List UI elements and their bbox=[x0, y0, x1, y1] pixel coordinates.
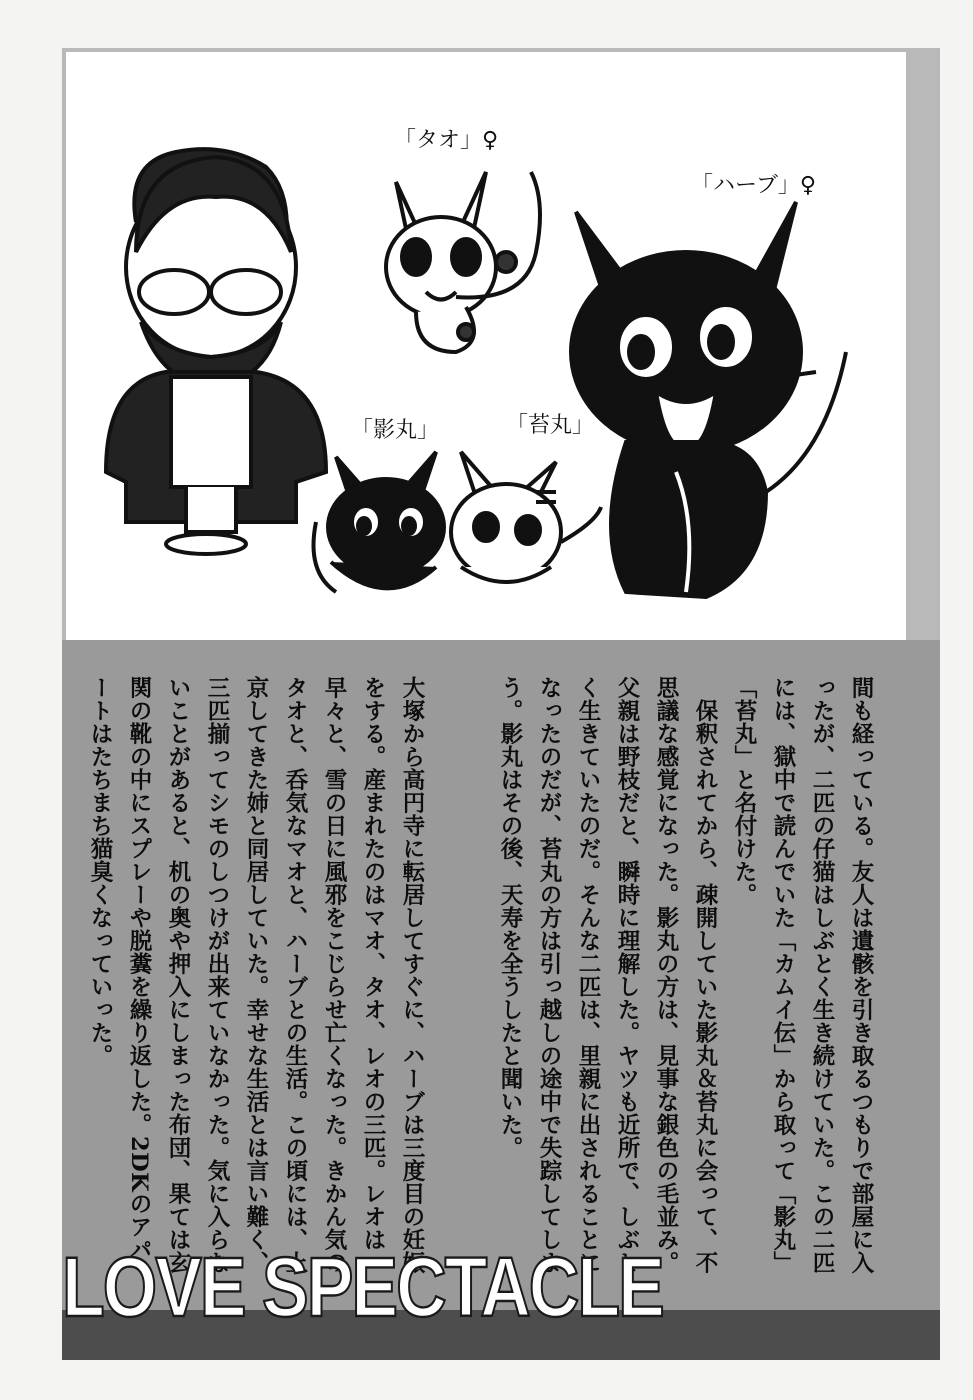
page-title: LOVE SPECTACLE bbox=[62, 1240, 663, 1334]
paragraph: 大塚から高円寺に転居してすぐに、ハーブは三度目の妊娠をする。産まれたのはマオ、タオ、レオの三匹。レオは早々と、雪の日に風邪をこじらせ亡くなった。きかん気のタオと、呑気なマオと、ハーブとの生活。この頃には、上京してきた姉と同居していた。幸せな生活とは言い難く、三匹揃ってシモのしつけが出来ていなかった。気に入らないことがあると、机の奥や押入にしまった布団、果ては玄関の靴の中にスプレーや脱糞を繰り返した。2DKのアパートはたちまち猫臭くなっていった。 bbox=[87, 676, 425, 1274]
article-body bbox=[80, 676, 880, 1306]
article-column-left bbox=[80, 676, 431, 1276]
paragraph: 保釈されてから、疎開していた影丸＆苔丸に会って、不思議な感覚になった。影丸の方は、見事な銀色の毛並み。父親は野枝だと、瞬時に理解した。ヤツも近所で、しぶとく生きていたのだ。そんな二匹は、里親に出されることになったのだが、苔丸の方は引っ越しの途中で失踪してしまう。影丸はその後、天寿を全うしたと聞いた。 bbox=[497, 676, 718, 1274]
label-kagemaru: 「影丸」 bbox=[351, 418, 440, 443]
paragraph: 間も経っている。友人は遺骸を引き取るつもりで部屋に入ったが、二匹の仔猫はしぶとく生き続けていた。この二匹には、獄中で読んでいた「カムイ伝」から取って「影丸」「苔丸」と名付けた。 bbox=[731, 676, 874, 1274]
title-banner bbox=[62, 1240, 663, 1334]
cat-illustration bbox=[66, 52, 906, 640]
herb-cat-drawing bbox=[571, 202, 846, 597]
article-column-right bbox=[490, 676, 880, 1276]
kagemaru-cat-drawing bbox=[314, 452, 445, 592]
label-tao: 「タオ」♀ bbox=[394, 128, 499, 153]
label-herb: 「ハーブ」♀ bbox=[691, 173, 817, 198]
kokemaru-cat-drawing bbox=[451, 452, 601, 582]
man-drawing bbox=[106, 149, 326, 554]
tao-cat-drawing bbox=[386, 172, 540, 352]
label-kokemaru: 「苔丸」 bbox=[506, 413, 595, 438]
